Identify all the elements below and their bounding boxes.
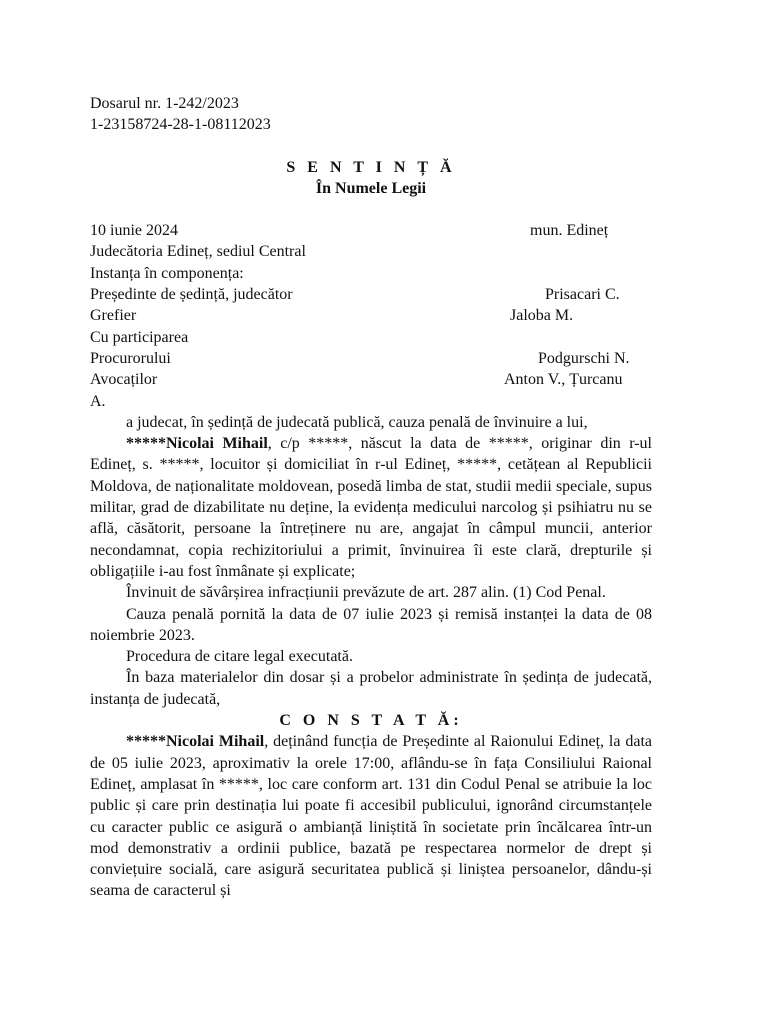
court-name: Judecătoria Edineț, sediul Central [90, 243, 306, 261]
prosecutor-label: Procurorului [90, 349, 171, 367]
paragraph-defendant [90, 433, 652, 582]
defendant-name-facts: *****Nicolai Mihail [126, 733, 265, 751]
prosecutor-row [90, 348, 652, 369]
defendant-details: , c/p *****, născut la data de *****, originar din r-ul Edineț, s. *****, locuitor și domiciliat în r-ul Edineț, *****, cetățean al Republicii Moldova, de naționalitate moldovean, posedă limba de stat, studii medii speciale, supus militar, grad de dizabilitate nu deține, la evidența medicului narcolog și psihiatru nu se află, căsătorit, persoane la întreținere nu are, angajat în câmpul muncii, anterior necondamnat, copia rechizitoriului a primit, învinuirea îi este clară, drepturile și obligațiile i-au fost înmânate și explicate; [90, 435, 653, 580]
paragraph-judged: a judecat, în ședință de judecată publică, cauza penală de învinuire a lui, [126, 413, 588, 431]
paragraph-case-dates: Cauza penală pornită la data de 07 iulie 2023 și remisă instanței la data de 08 noiembrie 2023. [90, 605, 652, 644]
document-title: S E N T I N Ț Ă [286, 158, 456, 176]
lawyers-names-continued: A. [90, 392, 106, 410]
presiding-judge-name: Prisacari C. [545, 286, 620, 304]
participation-label: Cu participarea [90, 328, 189, 346]
sentence-place: mun. Edineț [530, 222, 609, 240]
case-number: Dosarul nr. 1-242/2023 [90, 95, 239, 112]
case-code: 1-23158724-28-1-08112023 [90, 116, 271, 134]
section-heading-constata: C O N S T A T Ă: [279, 712, 463, 730]
presiding-judge-label: Președinte de ședință, judecător [90, 286, 293, 304]
document-page [90, 93, 652, 902]
prosecutor-name: Podgurschi N. [538, 349, 630, 367]
lawyers-label: Avocaților [90, 371, 158, 389]
document-subtitle: În Numele Legii [315, 179, 427, 197]
lawyers-names: Anton V., Țurcanu [504, 371, 623, 389]
presiding-judge-row [90, 284, 652, 305]
sentence-date: 10 iunie 2024 [90, 222, 178, 240]
paragraph-summons: Procedura de citare legal executată. [126, 648, 353, 666]
facts-text: , deținând funcția de Președinte al Raionului Edineț, la data de 05 iulie 2023, aproximativ la orele 17:00, aflându-se în fața Consiliului Raional Edineț, amplasat în *****, loc care conform art. 131 din Codul Penal se atribuie la loc public și care prin destinația lui poate fi accesibil publicului, ignorând circumstanțele cu caracter public ce asigură o ambianță liniștită în societate prin încălcarea într-un mod demonstrativ a ordinii publice, bazată pe respectarea normelor de drept și conviețuire socială, care asigură securitatea publică și liniștea persoanelor, dându-și seama de caracterul și [90, 733, 653, 900]
clerk-row [90, 305, 652, 326]
paragraph-evidence: În baza materialelor din dosar și a probelor administrate în ședința de judecată, instanța de judecată, [90, 669, 652, 708]
paragraph-facts [90, 731, 652, 901]
paragraph-charge: Învinuit de săvârșirea infracțiunii prevăzute de art. 287 alin. (1) Cod Penal. [126, 584, 606, 602]
date-place-row [90, 220, 652, 241]
lawyers-row [90, 369, 652, 390]
clerk-name: Jaloba M. [510, 307, 574, 325]
clerk-label: Grefier [90, 307, 137, 325]
court-composition: Instanța în componența: [90, 264, 244, 282]
defendant-name: *****Nicolai Mihail [126, 435, 268, 453]
